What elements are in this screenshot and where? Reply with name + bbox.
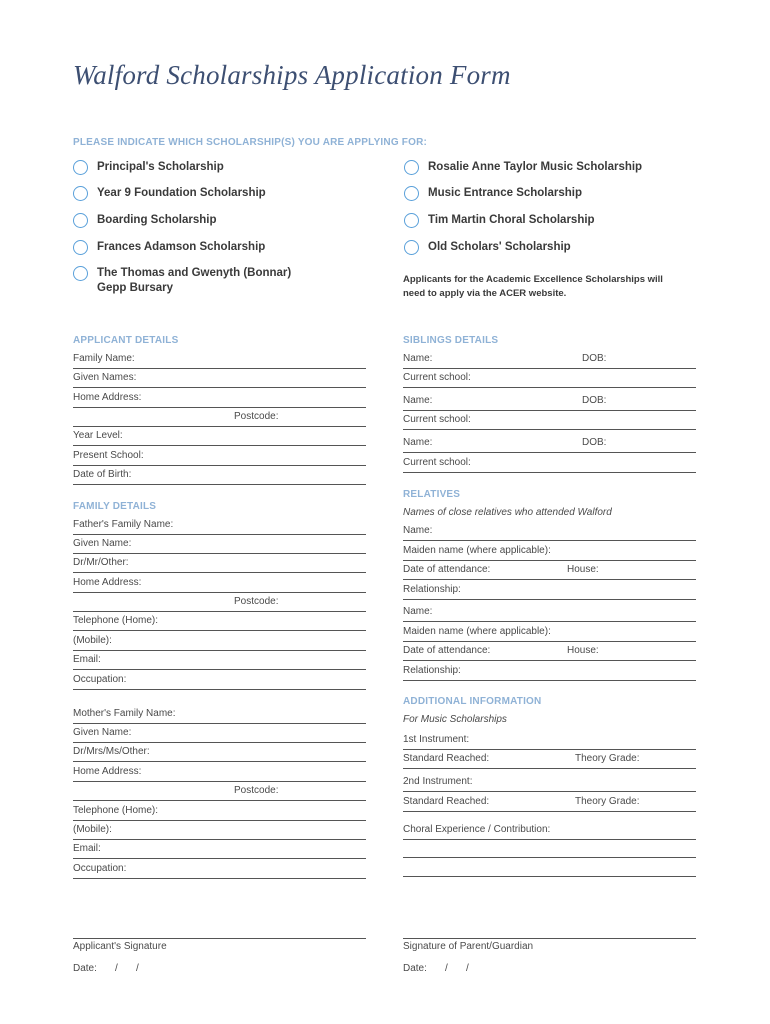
applicant-year-level-field[interactable] [73,430,366,446]
applicant-postcode-field[interactable] [73,411,366,427]
sibling3-school-field[interactable] [403,457,696,473]
field-label: DOB: [582,437,607,448]
radio-circle[interactable] [404,186,419,201]
field-label: Maiden name (where applicable): [403,545,551,556]
instrument2-field[interactable] [403,776,696,792]
sibling2-school-field[interactable] [403,414,696,430]
father-mobile-field[interactable] [73,635,366,651]
mother-occupation-field[interactable] [73,863,366,879]
mother-telephone-field[interactable] [73,805,366,821]
field-label: Family Name: [73,353,135,364]
field-label: (Mobile): [73,824,112,835]
relative2-maiden-field[interactable] [403,626,696,642]
field-label: Date of attendance: [403,645,491,656]
instrument1-field[interactable] [403,734,696,750]
field-label: Choral Experience / Contribution: [403,824,551,835]
field-label: Telephone (Home): [73,615,159,626]
option-label: Boarding Scholarship [97,214,217,226]
field-label: Postcode: [234,411,279,422]
sibling1-school-field[interactable] [403,372,696,388]
form-title: Walford Scholarships Application Form [73,60,511,90]
mother-title-field[interactable] [73,746,366,762]
radio-circle[interactable] [73,240,88,255]
field-label: Current school: [403,457,471,468]
mother-mobile-field[interactable] [73,824,366,840]
option-label: Frances Adamson Scholarship [97,241,266,253]
radio-circle[interactable] [73,266,88,281]
acer-note [403,273,663,300]
field-label: (Mobile): [73,635,112,646]
field-label: Present School: [73,450,144,461]
field-label: Given Names: [73,372,137,383]
applicant-signature-line[interactable] [73,938,366,939]
relative2-name-field[interactable] [403,606,696,622]
radio-circle[interactable] [73,213,88,228]
option-principals[interactable] [73,160,373,186]
field-label: Standard Reached: [403,796,490,807]
acer-note-line2: need to apply via the ACER website. [403,287,567,299]
option-gepp-bursary[interactable] [73,266,373,298]
field-label: Dr/Mrs/Ms/Other: [73,746,150,757]
option-tim-martin-choral[interactable] [404,213,704,239]
field-label: Year Level: [73,430,123,441]
option-label: Year 9 Foundation Scholarship [97,187,266,199]
option-label: Rosalie Anne Taylor Music Scholarship [428,161,643,173]
mother-family-name-field[interactable] [73,708,366,724]
radio-circle[interactable] [404,213,419,228]
mother-email-field[interactable] [73,843,366,859]
choral-extra-line-1[interactable] [403,842,696,858]
siblings-details-heading: SIBLINGS DETAILS [403,335,499,346]
option-rosalie-taylor-music[interactable] [404,160,704,186]
field-label: Maiden name (where applicable): [403,626,551,637]
field-label: Name: [403,525,433,536]
relative2-relationship-field[interactable] [403,665,696,681]
sibling3-name-field[interactable] [403,437,696,453]
instrument1-grade-field[interactable] [403,753,696,769]
relative2-attendance-field[interactable] [403,645,696,661]
father-telephone-field[interactable] [73,615,366,631]
mother-home-address-field[interactable] [73,766,366,782]
radio-circle[interactable] [73,160,88,175]
father-postcode-field[interactable] [73,596,366,612]
field-label: Email: [73,654,101,665]
field-label: Dr/Mr/Other: [73,557,129,568]
relatives-heading: RELATIVES [403,489,461,500]
radio-circle[interactable] [73,186,88,201]
field-label: Relationship: [403,665,461,676]
field-label: Father's Family Name: [73,519,174,530]
father-email-field[interactable] [73,654,366,670]
option-label: Tim Martin Choral Scholarship [428,214,595,226]
instrument2-grade-field[interactable] [403,796,696,812]
field-label: House: [567,645,599,656]
option-label-line2: Gepp Bursary [97,282,174,294]
parent-date-label: Date: [403,963,427,974]
field-label: Standard Reached: [403,753,490,764]
applicant-details-heading: APPLICANT DETAILS [73,335,179,346]
field-label: Theory Grade: [575,796,640,807]
family-details-heading: FAMILY DETAILS [73,501,157,512]
field-label: Theory Grade: [575,753,640,764]
acer-note-line1: Applicants for the Academic Excellence Scholarships will [403,274,663,285]
option-label: The Thomas and Gwenyth (Bonnar) [97,267,292,279]
field-label: Home Address: [73,577,142,588]
field-label: Name: [403,437,433,448]
option-label: Old Scholars' Scholarship [428,241,571,253]
date-slash: / [136,963,139,974]
field-label: Postcode: [234,785,279,796]
field-label: Email: [73,843,101,854]
date-slash: / [466,963,469,974]
parent-signature-line[interactable] [403,938,696,939]
option-year9-foundation[interactable] [73,186,373,212]
field-label: Current school: [403,414,471,425]
field-label: DOB: [582,395,607,406]
relative1-attendance-field[interactable] [403,564,696,580]
applicant-signature-label: Applicant's Signature [73,941,167,952]
sibling1-name-field[interactable] [403,353,696,369]
field-label: Mother's Family Name: [73,708,176,719]
applicant-present-school-field[interactable] [73,450,366,466]
option-boarding[interactable] [73,213,373,239]
sibling2-name-field[interactable] [403,395,696,411]
field-label: House: [567,564,599,575]
field-label: Telephone (Home): [73,805,159,816]
father-title-field[interactable] [73,557,366,573]
field-label: Date of attendance: [403,564,491,575]
option-label: Principal's Scholarship [97,161,224,173]
mother-given-name-field[interactable] [73,727,366,743]
choral-extra-line-2[interactable] [403,861,696,877]
parent-signature-label: Signature of Parent/Guardian [403,941,534,952]
additional-info-heading: ADDITIONAL INFORMATION [403,696,542,707]
choral-experience-field[interactable] [403,824,696,840]
field-label: Home Address: [73,392,142,403]
radio-circle[interactable] [404,240,419,255]
field-label: Date of Birth: [73,469,132,480]
field-label: 2nd Instrument: [403,776,473,787]
applicant-family-name-field[interactable] [73,353,366,369]
radio-circle[interactable] [404,160,419,175]
option-frances-adamson[interactable] [73,240,373,266]
field-label: Given Name: [73,727,132,738]
applicant-given-names-field[interactable] [73,372,366,388]
field-label: Home Address: [73,766,142,777]
option-label: Music Entrance Scholarship [428,187,583,199]
father-home-address-field[interactable] [73,577,366,593]
applicant-home-address-field[interactable] [73,392,366,408]
field-label: Given Name: [73,538,132,549]
field-label: DOB: [582,353,607,364]
date-slash: / [115,963,118,974]
relatives-note: Names of close relatives who attended Walford [403,507,612,518]
option-old-scholars[interactable] [404,240,704,266]
field-label: Current school: [403,372,471,383]
field-label: Postcode: [234,596,279,607]
relative1-maiden-field[interactable] [403,545,696,561]
music-scholarship-note: For Music Scholarships [403,714,507,725]
field-label: Occupation: [73,674,127,685]
relative1-relationship-field[interactable] [403,584,696,600]
mother-postcode-field[interactable] [73,785,366,801]
option-music-entrance[interactable] [404,186,704,212]
field-label: Occupation: [73,863,127,874]
field-label: Relationship: [403,584,461,595]
father-given-name-field[interactable] [73,538,366,554]
field-label: 1st Instrument: [403,734,470,745]
applicant-dob-field[interactable] [73,469,366,485]
field-label: Name: [403,606,433,617]
field-label: Name: [403,353,433,364]
relative1-name-field[interactable] [403,525,696,541]
field-label: Name: [403,395,433,406]
father-family-name-field[interactable] [73,519,366,535]
scholarship-heading: PLEASE INDICATE WHICH SCHOLARSHIP(S) YOU ARE APPLYING FOR: [73,137,428,148]
father-occupation-field[interactable] [73,674,366,690]
date-slash: / [445,963,448,974]
applicant-date-label: Date: [73,963,97,974]
